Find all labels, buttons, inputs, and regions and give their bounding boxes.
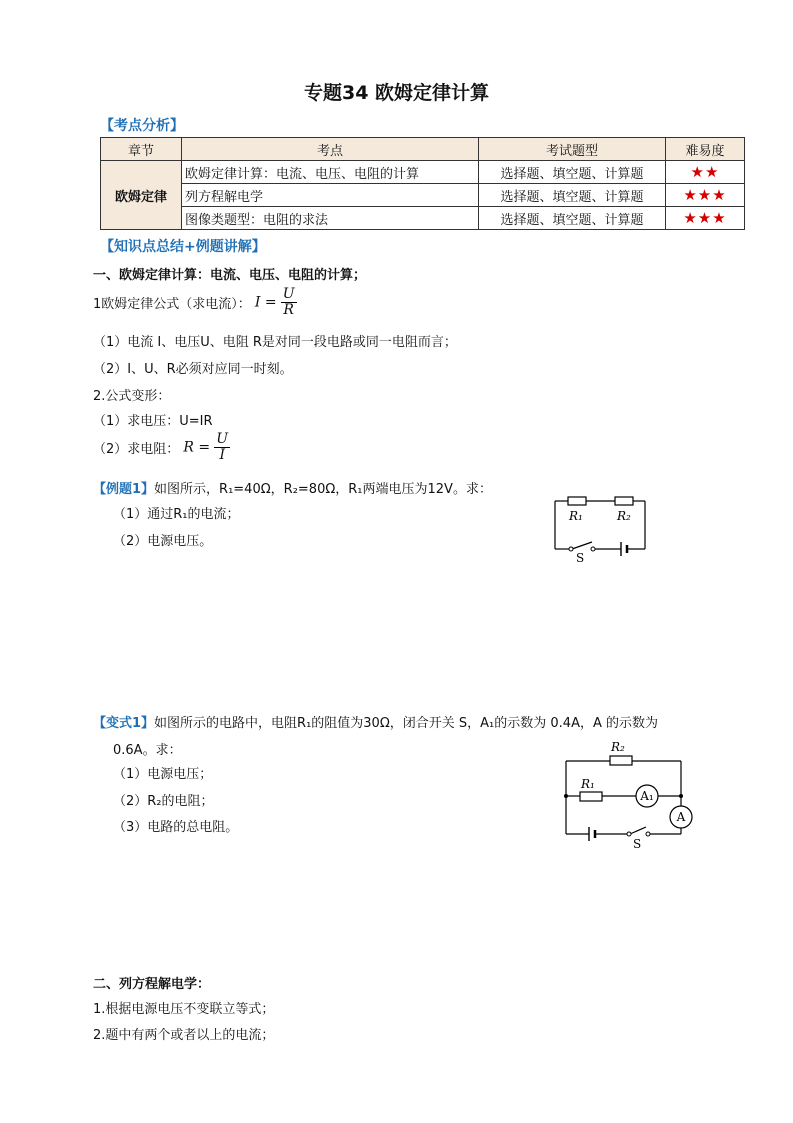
type-cell: 选择题、填空题、计算题 <box>479 161 666 184</box>
formula2-lhs: R = <box>183 439 211 456</box>
resistor-r2-icon <box>615 497 633 505</box>
variant1-q1: （1）电源电压； <box>113 767 213 782</box>
type-cell: 选择题、填空题、计算题 <box>479 207 666 230</box>
a-label: A <box>676 810 686 824</box>
page-title: 专题34 欧姆定律计算 <box>303 82 490 104</box>
note1: （1）电流 I、电压U、电阻 R是对同一段电路或同一电阻而言； <box>93 335 457 350</box>
section2-heading: 二、列方程解电学： <box>93 977 211 992</box>
formula2-numerator: U <box>216 431 229 447</box>
formula2-label: （2）求电阻： <box>93 442 180 457</box>
formula2-line <box>93 432 230 463</box>
voltage-formula: （1）求电压：U=IR <box>93 414 213 429</box>
section1-heading: 一、欧姆定律计算：电流、电压、电阻的计算； <box>93 268 367 283</box>
example1-text: 如图所示，R₁=40Ω，R₂=80Ω，R₁两端电压为12V。求： <box>154 482 492 497</box>
th-difficulty: 难易度 <box>666 138 745 161</box>
example1-line <box>93 478 492 497</box>
knowledge-header: 【知识点总结+例题讲解】 <box>100 239 266 255</box>
switch-icon <box>572 542 592 549</box>
a1-label: A₁ <box>640 789 654 803</box>
series-circuit-diagram <box>548 492 653 564</box>
transform-label: 2.公式变形： <box>93 389 171 404</box>
note2: （2）I、U、R必须对应同一时刻。 <box>93 362 293 377</box>
formula1-fraction <box>281 287 297 318</box>
s-label: S <box>633 837 642 851</box>
point-cell: 欧姆定律计算：电流、电压、电阻的计算 <box>182 161 479 184</box>
table-row <box>101 207 745 230</box>
formula2-denominator: I <box>219 447 225 463</box>
variant1-q3: （3）电路的总电阻。 <box>113 820 239 835</box>
resistor-r1-icon <box>580 792 602 801</box>
section2-item1: 1.根据电源电压不变联立等式； <box>93 1002 275 1017</box>
r2-label: R₂ <box>617 509 631 523</box>
difficulty-stars: ★★★ <box>666 184 745 207</box>
s-label: S <box>576 551 585 564</box>
example1-q2: （2）电源电压。 <box>113 534 213 549</box>
difficulty-stars: ★★★ <box>666 207 745 230</box>
parallel-circuit-diagram <box>555 736 700 852</box>
example1-q1: （1）通过R₁的电流； <box>113 507 240 522</box>
resistor-r2-icon <box>610 756 632 765</box>
r1-label: R₁ <box>581 777 595 791</box>
switch-icon <box>630 827 646 834</box>
variant1-tag: 【变式1】 <box>93 716 155 731</box>
analysis-table <box>100 137 745 230</box>
formula1-line <box>93 287 297 318</box>
point-cell: 列方程解电学 <box>182 184 479 207</box>
variant1-text2: 0.6A。求： <box>113 743 182 758</box>
variant1-text: 如图所示的电路中，电阻R₁的阻值为30Ω，闭合开关 S，A₁的示数为 0.4A，A 的示数为 <box>154 716 658 731</box>
th-type: 考试题型 <box>479 138 666 161</box>
formula1-label: 1欧姆定律公式（求电流）： <box>93 297 251 312</box>
section2-item2: 2.题中有两个或者以上的电流； <box>93 1028 275 1043</box>
chapter-cell: 欧姆定律 <box>101 161 182 230</box>
resistor-r1-icon <box>568 497 586 505</box>
analysis-header: 【考点分析】 <box>100 118 184 134</box>
formula2-fraction <box>214 432 230 463</box>
formula1-denominator: R <box>283 302 294 318</box>
variant1-line <box>93 712 658 731</box>
difficulty-stars: ★★ <box>666 161 745 184</box>
type-cell: 选择题、填空题、计算题 <box>479 184 666 207</box>
r2-label: R₂ <box>611 740 625 754</box>
example1-tag: 【例题1】 <box>93 482 155 497</box>
th-chapter: 章节 <box>101 138 182 161</box>
table-row <box>101 184 745 207</box>
th-point: 考点 <box>182 138 479 161</box>
r1-label: R₁ <box>569 509 583 523</box>
variant1-q2: （2）R₂的电阻； <box>113 794 214 809</box>
table-row <box>101 161 745 184</box>
point-cell: 图像类题型：电阻的求法 <box>182 207 479 230</box>
formula1-lhs: I = <box>254 294 277 311</box>
formula1-numerator: U <box>282 286 295 302</box>
